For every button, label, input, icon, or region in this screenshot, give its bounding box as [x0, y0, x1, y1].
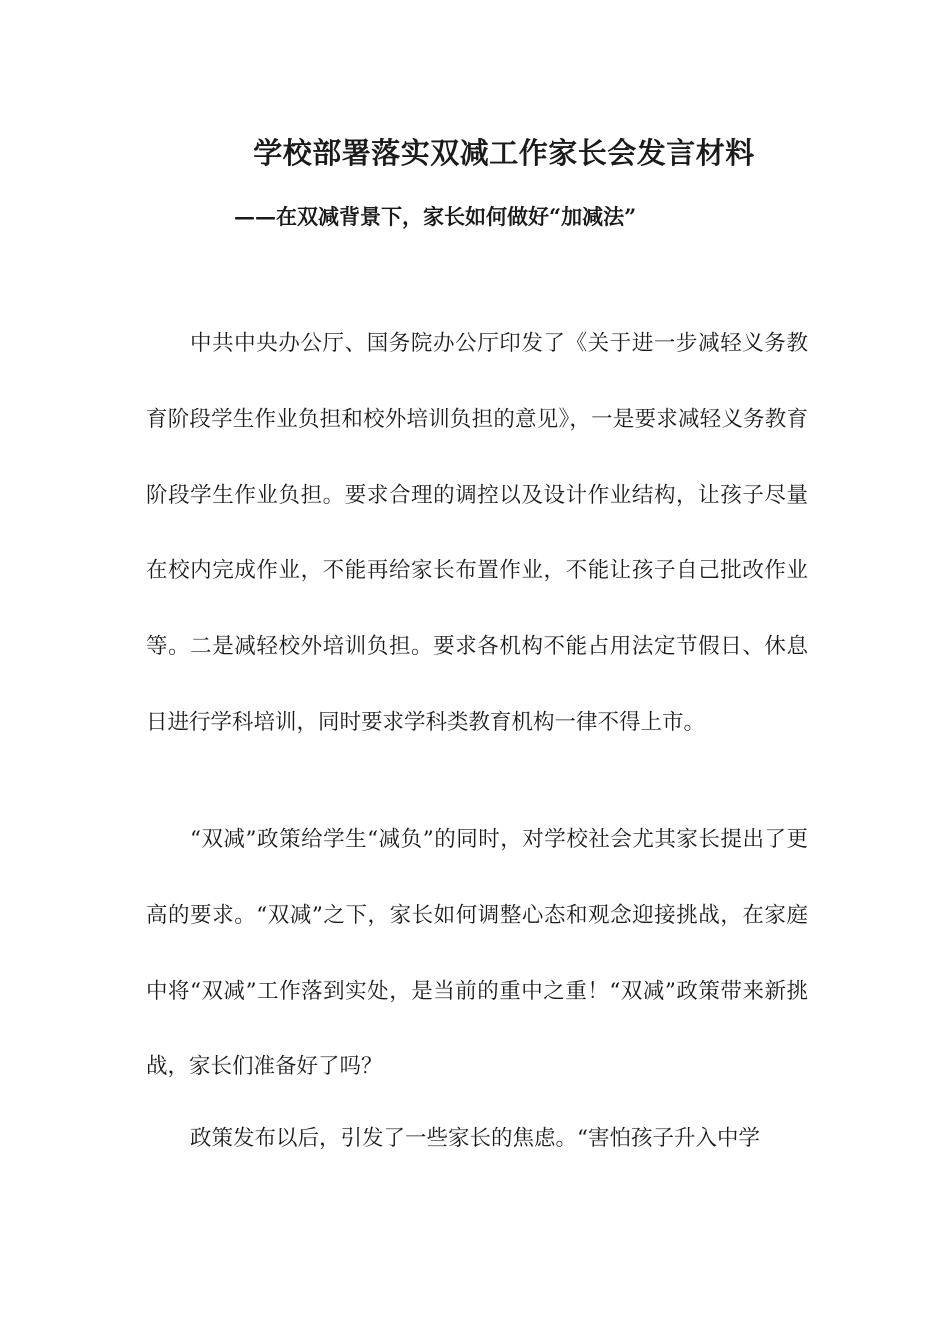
body-paragraph-3: 政策发布以后，引发了一些家长的焦虑。“害怕孩子升入中学: [190, 1126, 760, 1151]
body-paragraph-2: “双减”政策给学生“减负”的同时，对学校社会尤其家长提出了更高的要求。“双减”之下，家长如何调整心态和观念迎接挑战，在家庭中将“双减”工作落到实处，是当前的重中之重！“双减”政策带来新挑战，家长们准备好了吗？: [146, 827, 809, 1080]
document-title: 学校部署落实双减工作家长会发言材料: [253, 136, 755, 170]
document-subtitle: ——在双减背景下，家长如何做好“加减法”: [234, 204, 637, 229]
body-paragraph-1: 中共中央办公厅、国务院办公厅印发了《关于进一步减轻义务教育阶段学生作业负担和校外培训负担的意见》，一是要求减轻义务教育阶段学生作业负担。要求合理的调控以及设计作业结构，让孩子尽量在校内完成作业，不能再给家长布置作业，不能让孩子自己批改作业等。二是减轻校外培训负担。要求各机构不能占用法定节假日、休息日进行学科培训，同时要求学科类教育机构一律不得上市。: [146, 331, 808, 735]
